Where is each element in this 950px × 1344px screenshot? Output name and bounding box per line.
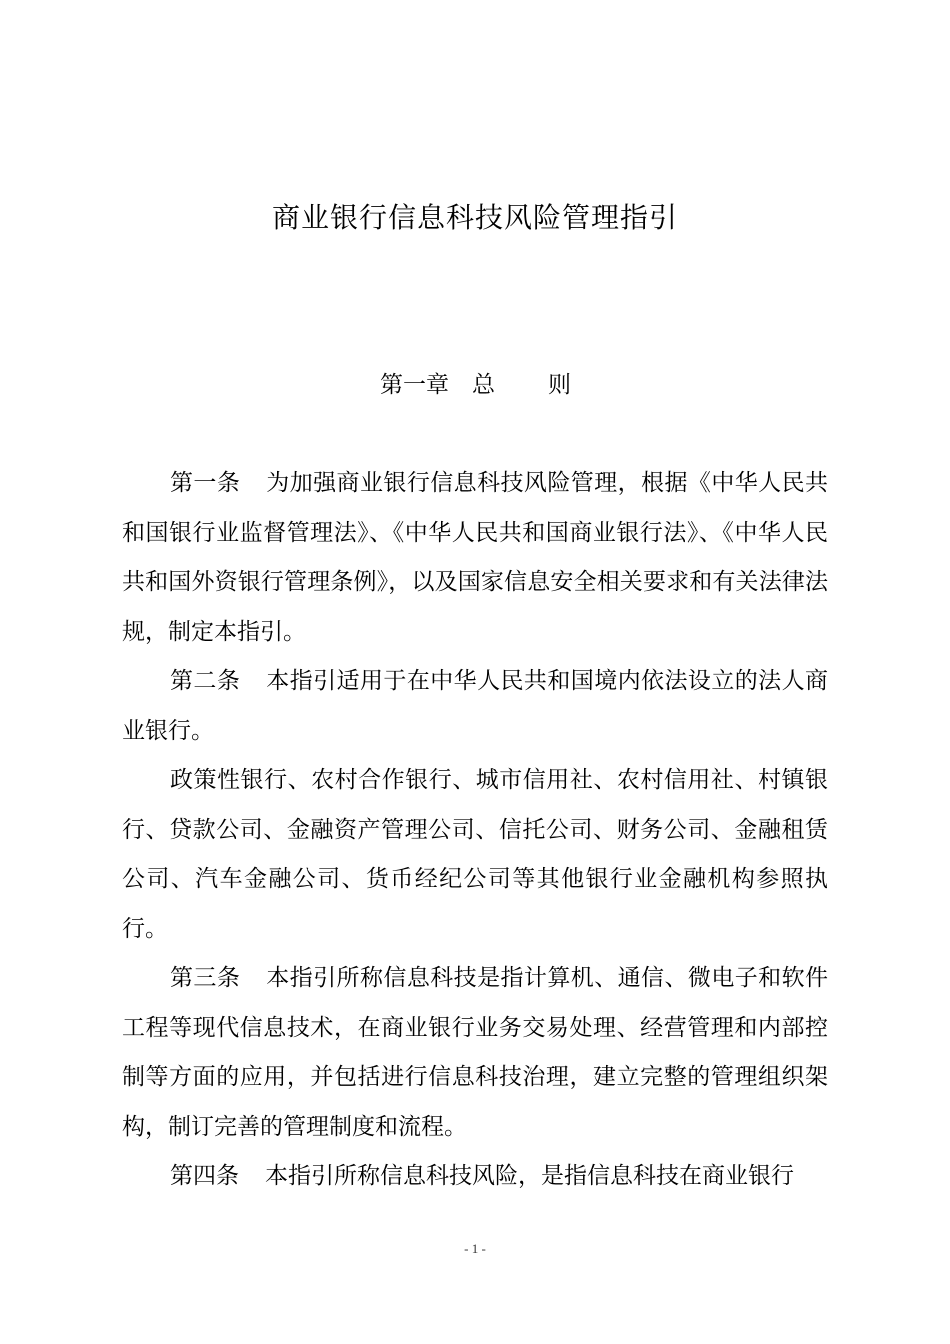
article-paragraph — [122, 657, 828, 756]
article-paragraph — [122, 1152, 828, 1202]
article-number: 第三条 — [170, 965, 241, 991]
article-text: 政策性银行、农村合作银行、城市信用社、农村信用社、村镇银行、贷款公司、金融资产管理公司、信托公司、财务公司、金融租赁公司、汽车金融公司、货币经纪公司等其他银行业金融机构参照执行。 — [122, 767, 828, 942]
body-text — [122, 459, 828, 1202]
chapter-name-part1: 总 — [472, 372, 495, 398]
article-paragraph — [122, 954, 828, 1152]
chapter-name-part2: 则 — [548, 372, 571, 398]
article-number: 第四条 — [170, 1163, 239, 1189]
page-number: - 1 - — [464, 1241, 486, 1256]
article-text: 本指引适用于在中华人民共和国境内依法设立的法人商业银行。 — [122, 668, 829, 744]
article-paragraph — [122, 756, 828, 954]
article-text: 为加强商业银行信息科技风险管理，根据《中华人民共和国银行业监督管理法》、《中华人民共和国商业银行法》、《中华人民共和国外资银行管理条例》，以及国家信息安全相关要求和有关法律法规，制定本指引。 — [122, 470, 829, 645]
article-number: 第一条 — [170, 470, 241, 496]
article-text: 本指引所称信息科技是指计算机、通信、微电子和软件工程等现代信息技术，在商业银行业务交易处理、经营管理和内部控制等方面的应用，并包括进行信息科技治理，建立完整的管理组织架构，制订完善的管理制度和流程。 — [122, 965, 829, 1140]
document-title: 商业银行信息科技风险管理指引 — [271, 201, 678, 234]
chapter-label: 第一章 — [380, 372, 449, 398]
article-paragraph — [122, 459, 828, 657]
article-text: 本指引所称信息科技风险，是指信息科技在商业银行 — [265, 1163, 794, 1189]
article-number: 第二条 — [170, 668, 241, 694]
chapter-heading — [0, 365, 950, 405]
